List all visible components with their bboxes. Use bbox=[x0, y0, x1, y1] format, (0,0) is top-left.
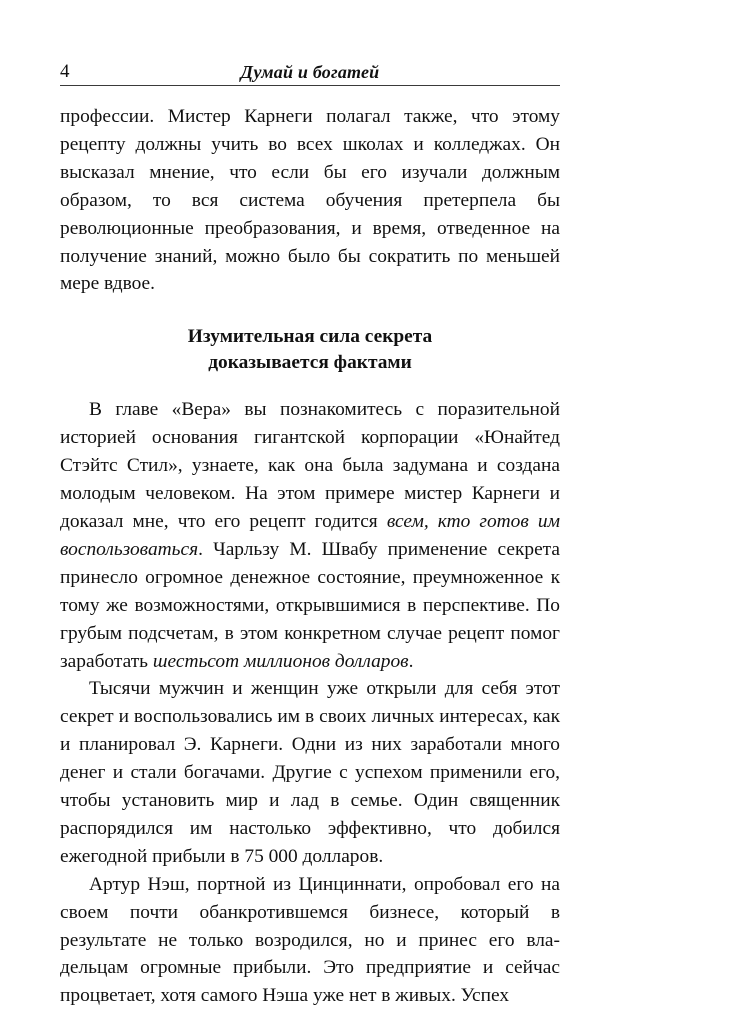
paragraph-segment: . Чарльзу М. Швабу применение секрета принесло огромное денежное состояние, преумноженное к тому же возможностями, открывшимися в перспективе. По грубым подсчетам, в этом конкретном случае рецепт помог заработать bbox=[60, 538, 560, 672]
paragraph-faith-chapter bbox=[60, 396, 560, 675]
section-heading bbox=[60, 298, 560, 396]
running-title: Думай и богатей bbox=[240, 62, 380, 82]
page-number: 4 bbox=[60, 61, 70, 82]
paragraph-segment: . bbox=[408, 650, 414, 672]
running-head bbox=[60, 52, 560, 86]
paragraph-segment: В главе «Вера» вы познакомитесь с поразительной историей основания гигантской корпорации «Юнайтед Стэйтс Стил», узнаете, как она была задумана и создана молодым человеком. На этом примере мистер Карнеги и доказал мне, что его рецепт годится bbox=[60, 399, 560, 532]
paragraph-continuation: профессии. Мистер Карнеги полагал также, что этому рецепту должны учить во всех школах и колледжах. Он высказал мнение, что если бы его изучали должным образом, то вся система обучения претерпела бы революционные преобразования, и время, отведенное на получение знаний, можно было бы сократить по меньшей мере вдвое. bbox=[60, 106, 560, 295]
section-heading-line-2: доказывается фактами bbox=[208, 352, 412, 374]
text-column bbox=[60, 103, 560, 1010]
section-heading-line-1: Изумительная сила секрета bbox=[187, 326, 433, 348]
emphasis-six-hundred-million: шестьсот миллионов долларов bbox=[152, 650, 409, 672]
paragraph-thousands: Тысячи мужчин и женщин уже открыли для себя этот секрет и воспользовались им в своих личных интересах, как и планировал Э. Карнеги. Одни из них заработали много денег и стали богачами. Другие с успехом применили его, чтобы установить мир и лад в семье. Один священник распорядился им настолько эффективно, что добился ежегодной прибыли в 75 000 долларов. bbox=[60, 678, 560, 867]
paragraph-arthur-nash: Артур Нэш, портной из Цинциннати, опробовал его на своем почти обанкротившемся бизнесе, который в результате не только возродился, но и принес его владельцам огромные прибыли. Это предприятие и сейчас процветает, хотя самого Нэша уже нет в живых. Успех bbox=[60, 873, 560, 1007]
page-content-area bbox=[60, 52, 560, 1010]
emphasis-anyone-ready: всем, кто готов им воспользоваться bbox=[60, 510, 560, 560]
